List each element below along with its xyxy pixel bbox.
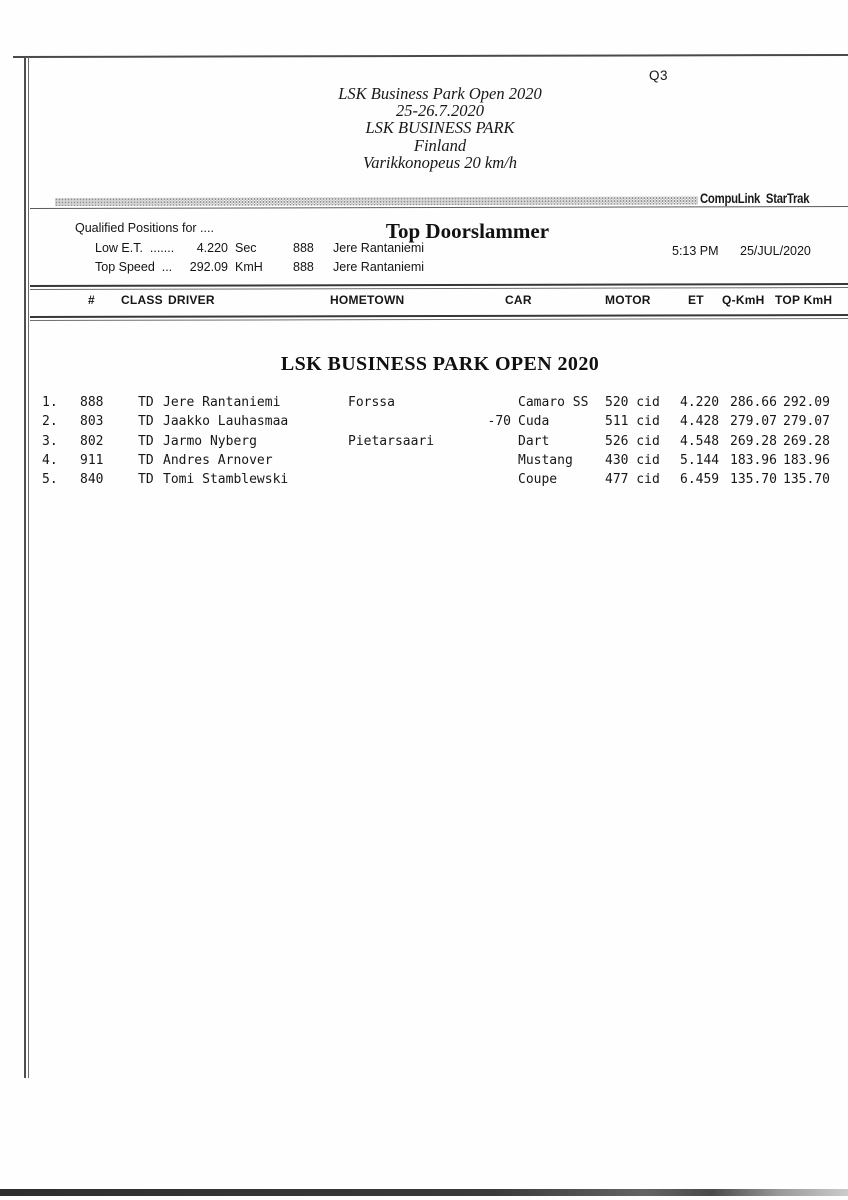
cell-motor: 477 cid xyxy=(605,472,660,488)
venue-line: LSK BUSINESS PARK xyxy=(365,118,515,138)
cell-class: TD xyxy=(138,472,154,488)
cell-topkmh: 292.09 xyxy=(783,395,830,410)
cell-car-number: 911 xyxy=(80,452,104,468)
cell-car: Cuda xyxy=(518,414,550,430)
cell-et: 4.428 xyxy=(680,414,720,430)
cell-qkmh: 135.70 xyxy=(730,472,777,488)
compulink-startrak-brand: CompuLink StarTrak xyxy=(700,191,810,206)
cell-motor: 526 cid xyxy=(605,433,660,449)
separator-line xyxy=(30,206,848,209)
cell-motor: 511 cid xyxy=(605,414,660,430)
table-row xyxy=(0,395,848,412)
cell-class: TD xyxy=(138,433,154,449)
col-header-car: CAR xyxy=(505,293,532,307)
country-line: Finland xyxy=(413,135,467,155)
cell-car-number: 802 xyxy=(80,433,104,449)
table-row xyxy=(0,453,848,470)
print-date: 25/JUL/2020 xyxy=(740,244,811,258)
header-rule-top xyxy=(30,283,848,286)
results-section-title: LSK BUSINESS PARK OPEN 2020 xyxy=(280,353,600,375)
header-rule-top-inner xyxy=(30,287,848,290)
event-header-block xyxy=(140,85,740,171)
cell-class: TD xyxy=(138,414,154,430)
scan-border-top xyxy=(13,54,848,58)
cell-car: Dart xyxy=(518,433,550,449)
top-speed-unit: KmH xyxy=(235,259,263,274)
header-rule-bottom xyxy=(30,314,848,317)
event-date-line: 25-26.7.2020 xyxy=(396,101,484,121)
cell-topkmh: 135.70 xyxy=(783,472,830,488)
col-header-motor: MOTOR xyxy=(605,293,651,307)
col-header-position: # xyxy=(88,293,95,307)
top-speed-row xyxy=(0,260,848,276)
cell-driver: Jarmo Nyberg xyxy=(163,433,257,449)
col-header-qkmh: Q-KmH xyxy=(722,293,765,307)
cell-et: 4.220 xyxy=(680,395,720,410)
cell-hometown: Forssa xyxy=(348,395,395,410)
low-et-value: 4.220 xyxy=(196,241,228,255)
cell-car-year-prefix: -70 xyxy=(487,414,511,430)
class-title: Top Doorslammer xyxy=(385,219,550,243)
halftone-separator xyxy=(55,196,698,206)
cell-position: 1. xyxy=(42,395,58,410)
cell-class: TD xyxy=(138,395,154,410)
qualified-positions-title: Qualified Positions for .... xyxy=(75,221,214,235)
cell-car-number: 803 xyxy=(80,414,104,430)
cell-driver: Jere Rantaniemi xyxy=(163,395,281,410)
event-name-line: LSK Business Park Open 2020 xyxy=(338,84,542,103)
top-speed-label: Top Speed ... xyxy=(95,259,173,274)
low-et-label: Low E.T. ....... xyxy=(95,241,175,255)
cell-topkmh: 183.96 xyxy=(783,452,830,468)
cell-hometown: Pietarsaari xyxy=(348,433,435,449)
low-et-unit: Sec xyxy=(235,241,257,255)
col-header-driver: DRIVER xyxy=(168,293,215,307)
low-et-driver: Jere Rantaniemi xyxy=(333,241,425,255)
cell-et: 5.144 xyxy=(680,452,720,468)
cell-topkmh: 279.07 xyxy=(783,414,830,430)
table-row xyxy=(0,434,848,451)
col-header-class: CLASS xyxy=(121,293,163,307)
print-time: 5:13 PM xyxy=(672,244,719,258)
table-row xyxy=(0,414,848,431)
cell-position: 2. xyxy=(42,414,58,430)
cell-position: 5. xyxy=(42,472,58,488)
cell-car: Mustang xyxy=(518,452,573,468)
cell-car: Camaro SS xyxy=(518,395,589,410)
top-speed-driver: Jere Rantaniemi xyxy=(333,259,425,274)
cell-car: Coupe xyxy=(518,472,558,488)
pit-speed-line: Varikkonopeus 20 km/h xyxy=(363,152,517,172)
cell-class: TD xyxy=(138,452,154,468)
cell-qkmh: 269.28 xyxy=(730,433,777,449)
cell-position: 3. xyxy=(42,433,58,449)
cell-driver: Andres Arnover xyxy=(163,452,273,468)
cell-qkmh: 286.66 xyxy=(730,395,777,410)
col-header-hometown: HOMETOWN xyxy=(330,293,405,307)
cell-car-number: 888 xyxy=(80,395,104,410)
cell-et: 4.548 xyxy=(680,433,720,449)
cell-driver: Tomi Stamblewski xyxy=(163,472,289,488)
cell-qkmh: 279.07 xyxy=(730,414,777,430)
cell-et: 6.459 xyxy=(680,472,720,488)
round-label: Q3 xyxy=(649,68,669,83)
scan-border-bottom xyxy=(0,1189,848,1196)
cell-driver: Jaakko Lauhasmaa xyxy=(163,414,289,430)
cell-motor: 520 cid xyxy=(605,395,660,410)
cell-car-number: 840 xyxy=(80,472,104,488)
top-speed-value: 292.09 xyxy=(189,259,228,274)
header-rule-bottom-inner xyxy=(30,318,848,321)
col-header-et: ET xyxy=(688,293,704,307)
col-header-topkmh: TOP KmH xyxy=(775,293,833,307)
scan-border-left xyxy=(24,57,26,1078)
cell-qkmh: 183.96 xyxy=(730,452,777,468)
table-row xyxy=(0,472,848,489)
low-et-car-number: 888 xyxy=(293,241,314,255)
cell-topkmh: 269.28 xyxy=(783,433,830,449)
scan-border-left-inner xyxy=(28,57,29,1078)
top-speed-car-number: 888 xyxy=(293,259,314,274)
cell-motor: 430 cid xyxy=(605,452,660,468)
cell-position: 4. xyxy=(42,452,58,468)
